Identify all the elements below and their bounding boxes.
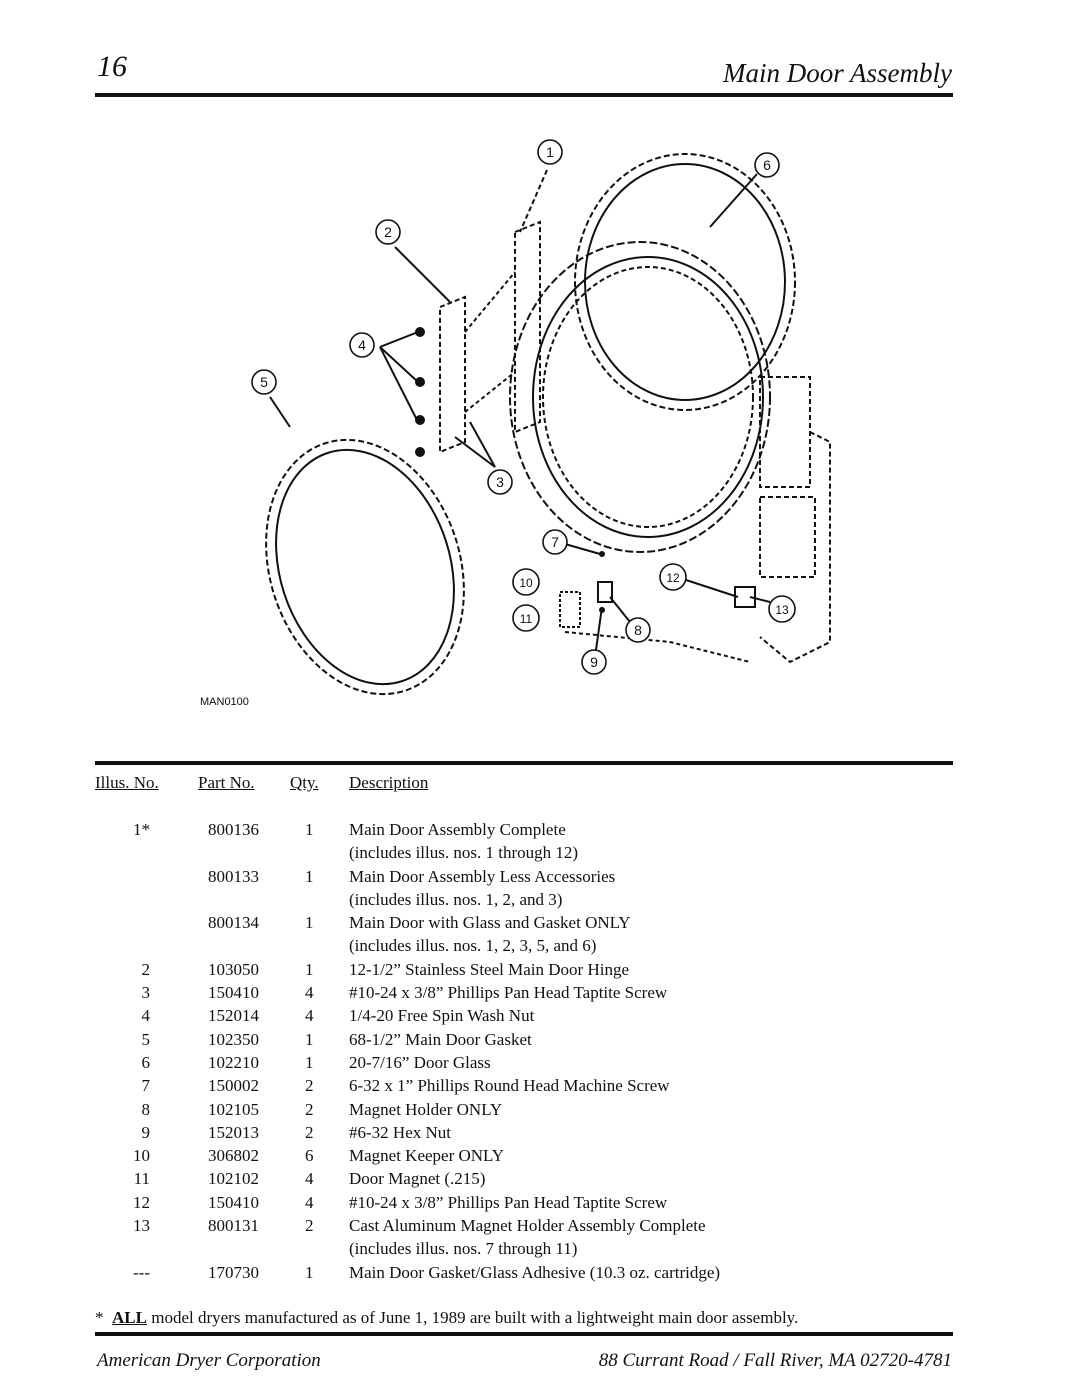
- cell-qty: 4: [305, 1169, 314, 1189]
- door-gasket: [234, 414, 495, 720]
- cell-illus: 10: [133, 1146, 150, 1166]
- cell-desc: 1/4-20 Free Spin Wash Nut: [349, 1006, 535, 1026]
- cell-illus: 6: [141, 1052, 150, 1072]
- cell-desc: Door Magnet (.215): [349, 1169, 486, 1189]
- cell-desc: #10-24 x 3/8” Phillips Pan Head Taptite Screw: [349, 1192, 668, 1212]
- diagram-code: MAN0100: [200, 696, 249, 708]
- cell-part: 800134: [208, 913, 259, 933]
- cell-illus: 1*: [133, 820, 150, 839]
- table-row: [95, 911, 953, 934]
- cell-desc: Main Door Assembly Less Accessories: [349, 866, 616, 886]
- cell-illus: 12: [133, 1192, 150, 1212]
- cell-illus: 11: [133, 1169, 150, 1189]
- cell-part: 102102: [208, 1169, 259, 1189]
- cell-qty: 4: [305, 983, 314, 1003]
- footer-rule: [95, 1332, 953, 1336]
- table-row: [95, 1004, 953, 1027]
- svg-text:8: 8: [634, 622, 642, 638]
- svg-text:6: 6: [763, 157, 771, 173]
- svg-text:13: 13: [775, 603, 789, 617]
- table-row: [95, 1121, 953, 1144]
- cell-part: 306802: [208, 1146, 259, 1166]
- table-row: [95, 1167, 953, 1190]
- cell-part: 102210: [208, 1052, 259, 1072]
- table-row: [95, 1028, 953, 1051]
- cell-part: 800136: [208, 820, 259, 839]
- cell-qty: 4: [305, 1006, 314, 1026]
- main-door-ring: [510, 242, 770, 552]
- cell-desc: Magnet Holder ONLY: [349, 1099, 503, 1119]
- table-row: [95, 1098, 953, 1121]
- svg-text:5: 5: [260, 374, 268, 390]
- cell-illus: 8: [141, 1099, 150, 1119]
- cell-qty: 1: [305, 820, 314, 839]
- table-row: [95, 841, 953, 864]
- cell-qty: 2: [305, 1099, 314, 1119]
- svg-text:4: 4: [358, 337, 366, 353]
- svg-text:11: 11: [519, 612, 533, 626]
- header-illus: Illus. No.: [95, 773, 159, 792]
- table-row: [95, 958, 953, 981]
- cell-desc: 6-32 x 1” Phillips Round Head Machine Screw: [349, 1076, 670, 1096]
- cell-desc: 12-1/2” Stainless Steel Main Door Hinge: [349, 959, 629, 979]
- table-row: [95, 981, 953, 1004]
- svg-text:10: 10: [519, 576, 533, 590]
- svg-text:9: 9: [590, 654, 598, 670]
- cell-desc: Main Door Assembly Complete: [349, 820, 566, 839]
- cell-desc: (includes illus. nos. 1 through 12): [349, 843, 579, 863]
- cell-desc: (includes illus. nos. 1, 2, and 3): [349, 889, 563, 909]
- page-number: 16: [97, 50, 127, 83]
- hinge-outline: [515, 222, 540, 432]
- cell-qty: 2: [305, 1076, 314, 1096]
- parts-table: [95, 818, 953, 1284]
- table-rule: [95, 761, 953, 765]
- table-row: [95, 934, 953, 957]
- table-row: [95, 818, 953, 841]
- cell-part: 152014: [208, 1006, 259, 1026]
- page-title: Main Door Assembly: [723, 58, 952, 88]
- cell-qty: 1: [305, 1052, 314, 1072]
- header-rule: [95, 93, 953, 97]
- cell-qty: 6: [305, 1146, 314, 1166]
- cell-desc: #10-24 x 3/8” Phillips Pan Head Taptite Screw: [349, 983, 668, 1003]
- cell-illus: 2: [141, 959, 150, 979]
- cell-part: 102350: [208, 1029, 259, 1049]
- cell-part: 800131: [208, 1216, 259, 1236]
- door-assembly-diagram: [200, 132, 850, 722]
- cell-part: 150410: [208, 983, 259, 1003]
- cell-part: 800133: [208, 866, 259, 886]
- table-row: [95, 1214, 953, 1237]
- footer-company: American Dryer Corporation: [97, 1350, 321, 1371]
- cell-part: 150002: [208, 1076, 259, 1096]
- cell-desc: Main Door Gasket/Glass Adhesive (10.3 oz. cartridge): [349, 1262, 721, 1282]
- svg-text:7: 7: [551, 534, 559, 550]
- header-qty: Qty.: [290, 773, 319, 792]
- cell-illus: 9: [141, 1122, 150, 1142]
- cell-qty: 1: [305, 866, 314, 886]
- cell-desc: Main Door with Glass and Gasket ONLY: [349, 913, 631, 933]
- header-desc: Description: [349, 773, 429, 792]
- svg-text:2: 2: [384, 224, 392, 240]
- table-row: [95, 1051, 953, 1074]
- table-row: [95, 1074, 953, 1097]
- cell-qty: 2: [305, 1122, 314, 1142]
- cell-illus: 4: [141, 1006, 150, 1026]
- svg-text:1: 1: [546, 144, 554, 160]
- cell-desc: (includes illus. nos. 7 through 11): [349, 1239, 578, 1259]
- cell-illus: 13: [133, 1216, 150, 1236]
- cell-illus: 7: [141, 1076, 150, 1096]
- svg-text:3: 3: [496, 474, 504, 490]
- cell-desc: #6-32 Hex Nut: [349, 1122, 451, 1142]
- table-row: [95, 1144, 953, 1167]
- cell-qty: 1: [305, 1029, 314, 1049]
- cell-part: 152013: [208, 1122, 259, 1142]
- cell-part: 150410: [208, 1192, 259, 1212]
- cell-illus: ---: [133, 1262, 150, 1282]
- table-row: [95, 865, 953, 888]
- cell-illus: 5: [141, 1029, 150, 1049]
- table-row: [95, 1261, 953, 1284]
- cell-qty: 1: [305, 959, 314, 979]
- cell-part: 103050: [208, 959, 259, 979]
- footnote: * ALL model dryers manufactured as of June 1, 1989 are built with a lightweight main door assembly.: [95, 1308, 799, 1327]
- cell-illus: 3: [141, 983, 150, 1003]
- cell-desc: Cast Aluminum Magnet Holder Assembly Complete: [349, 1216, 706, 1236]
- cell-desc: 68-1/2” Main Door Gasket: [349, 1029, 532, 1049]
- svg-text:12: 12: [666, 571, 680, 585]
- cell-qty: 4: [305, 1192, 314, 1212]
- cell-part: 102105: [208, 1099, 259, 1119]
- table-row: [95, 888, 953, 911]
- cell-desc: 20-7/16” Door Glass: [349, 1052, 491, 1072]
- cell-qty: 2: [305, 1216, 314, 1236]
- cell-qty: 1: [305, 1262, 314, 1282]
- cell-part: 170730: [208, 1262, 259, 1282]
- cell-qty: 1: [305, 913, 314, 933]
- cell-desc: (includes illus. nos. 1, 2, 3, 5, and 6): [349, 936, 597, 956]
- footer-address: 88 Currant Road / Fall River, MA 02720-4781: [598, 1350, 952, 1371]
- cell-desc: Magnet Keeper ONLY: [349, 1146, 505, 1166]
- table-row: [95, 1237, 953, 1260]
- table-row: [95, 1191, 953, 1214]
- header-part: Part No.: [198, 773, 255, 792]
